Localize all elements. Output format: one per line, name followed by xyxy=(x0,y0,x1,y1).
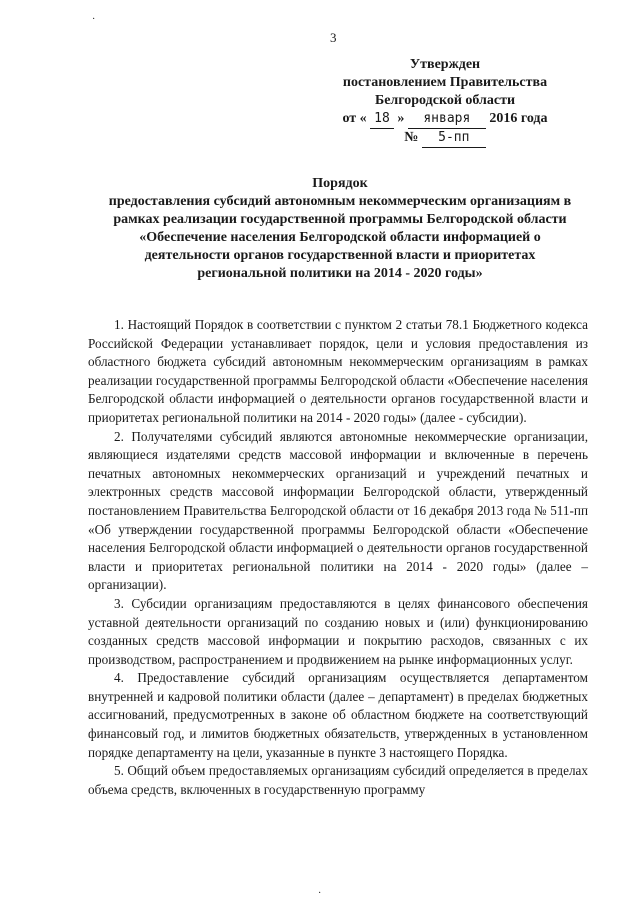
paragraph-4: 4. Предоставление субсидий организациям осуществляется департаментом внутренней и кадровой политики области (далее – департамент) в пределах бюджетных ассигнований, предусмотренных в законе об областном бюджете на соответствующий финансовый год, и лимитов бюджетных обязательств, утвержденных в установленном порядке департаменту на цели, указанные в пункте 3 настоящего Порядка. xyxy=(88,670,588,760)
date-prefix: от « xyxy=(342,111,367,126)
date-year: 2016 года xyxy=(489,111,548,126)
paragraph-2: 2. Получателями субсидий являются автономные некоммерческие организации, являющиеся издателями средств массовой информации и включенные в перечень печатных автономных некоммерческих организаций и учреждений печатных и электронных средств массовой информации Белгородской области, утвержденный постановлением Правительства Белгородской области от 16 декабря 2013 года № 511-пп «Об утверждении государственной программы Белгородской области «Обеспечение населения Белгородской области информацией о деятельности органов государственной власти и приоритетах региональной политики на 2014 - 2020 годы» (далее – организации). xyxy=(88,428,588,593)
paragraph-5: 5. Общий объем предоставляемых организациям субсидий определяется в пределах объема средств, включенных в государственную программу xyxy=(88,763,588,797)
paragraph-3: 3. Субсидии организациям предоставляются в целях финансового обеспечения уставной деятельности организаций по созданию новых и (или) функционированию созданных средств массовой информации и покрытию расходов, связанных с их производством, распространением и продвижением на рынке информационных услуг. xyxy=(88,595,588,667)
title-heading: Порядок xyxy=(312,176,368,191)
document-body xyxy=(88,316,588,799)
document-title xyxy=(60,175,620,283)
scan-mark: · xyxy=(92,14,96,25)
date-month: января xyxy=(408,110,486,129)
approval-title: Утвержден xyxy=(409,57,481,72)
number-prefix: № xyxy=(404,130,419,145)
date-mid: » xyxy=(397,111,405,126)
title-line: деятельности органов государственной власти и приоритетах xyxy=(144,248,536,263)
paragraph-1: 1. Настоящий Порядок в соответствии с пунктом 2 статьи 78.1 Бюджетного кодекса Российской Федерации устанавливает порядок, цели и условия предоставления из областного бюджета субсидий автономным некоммерческим организациям в рамках реализации государственной программы Белгородской области «Обеспечение населения Белгородской области информацией о деятельности органов государственной власти и приоритетах региональной политики на 2014 - 2020 годы» (далее - субсидии). xyxy=(88,317,588,425)
date-day: 18 xyxy=(370,110,394,129)
title-line: предоставления субсидий автономным некоммерческим организациям в xyxy=(108,194,572,209)
title-line: региональной политики на 2014 - 2020 годы» xyxy=(197,266,483,281)
approval-number xyxy=(300,129,590,148)
page-number: 3 xyxy=(330,30,337,45)
approval-resolution: постановлением Правительства xyxy=(342,75,548,90)
number-value: 5-пп xyxy=(422,129,486,148)
title-line: рамках реализации государственной программы Белгородской области xyxy=(113,212,567,227)
approval-block xyxy=(300,56,590,148)
approval-region: Белгородской области xyxy=(374,93,516,108)
approval-date xyxy=(300,110,590,129)
scan-mark: · xyxy=(318,888,322,899)
title-line: «Обеспечение населения Белгородской области информацией о xyxy=(139,230,541,245)
